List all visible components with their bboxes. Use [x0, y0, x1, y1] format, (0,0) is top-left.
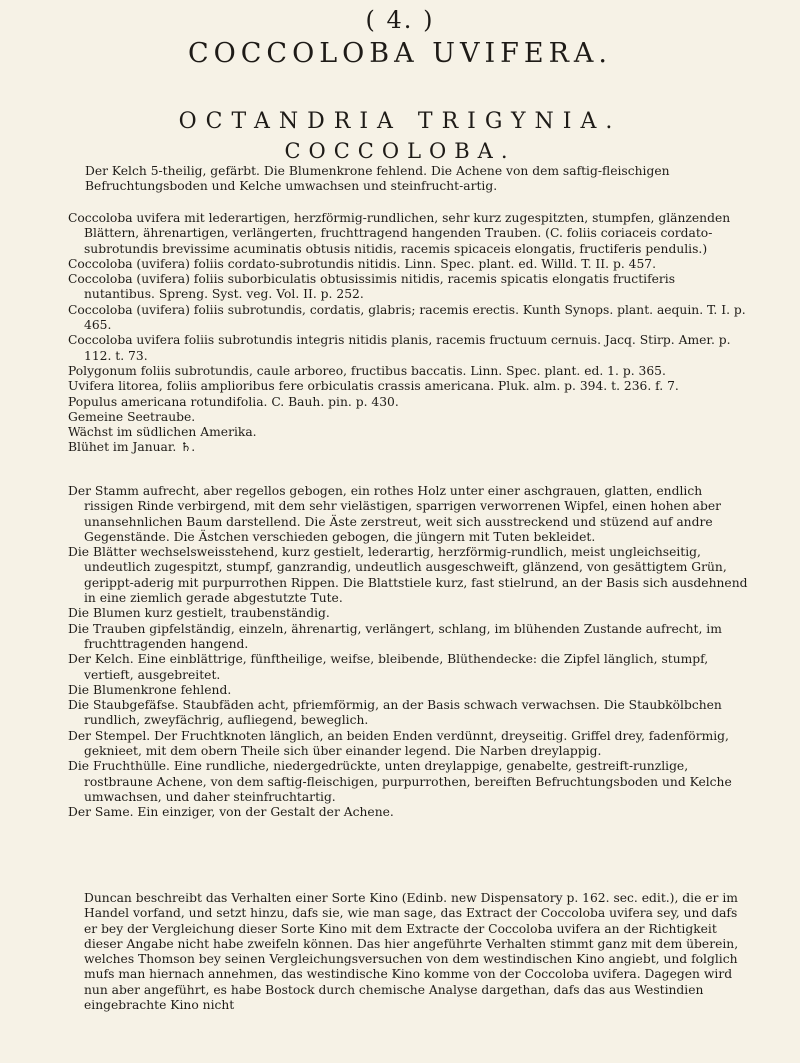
synonym-entry: Populus americana rotundifolia. C. Bauh. pin. p. 430. — [68, 394, 399, 409]
description-paragraph: Die Blätter wechselsweisstehend, kurz gestielt, lederartig, herzförmig-rundlich, meist ungleichseitig, undeutlich zugespitzt, stumpf, ganzrandig, undeutlich ausgeschweift, glänzend, von gesättigtem Grün, gerippt-aderig mit purpurrothen Rippen. Die Blattstiele kurz, fast stielrund, an der Basis sich ausdehnend in eine ziemlich gerade abgestutzte Tute. — [68, 545, 748, 606]
synonym-entry: Coccoloba uvifera mit lederartigen, herzförmig-rundlichen, sehr kurz zugespitzten, stumpfen, glänzenden Blättern, ährenartigen, verlängerten, fruchttragend hangenden Trauben. (C. foliis coriaceis cordato-subrotundis brevissime acuminatis obtusis nitidis, racemis spicaceis elongatis, fructiferis pendulis.) — [68, 211, 731, 256]
synonym-entry: Coccoloba (uvifera) foliis suborbiculatis obtusissimis nitidis, racemis spicatis elongatis fructiferis nutantibus. Spreng. Syst. veg. Vol. II. p. 252. — [68, 272, 676, 302]
description-paragraph: Der Kelch. Eine einblättrige, fünftheilige, weifse, bleibende, Blüthendecke: die Zipfel länglich, stumpf, vertieft, ausgebreitet. — [68, 652, 709, 682]
genus-heading: COCCOLOBA. — [284, 139, 516, 163]
kino-note-paragraph: Duncan beschreibt das Verhalten einer Sorte Kino (Edinb. new Dispensatory p. 162. sec. edit.), die er im Handel vorfand, und setzt hinzu, dafs sie, wie man sage, das Extract der Coccoloba uvifera sey, und dafs er bey der Vergleichung dieser Sorte Kino mit dem Extracte der Coccoloba uvifera an der Richtigkeit dieser Angabe nicht habe zweifeln können. Das hier angeführte Verhalten stimmt ganz mit dem überein, welches Thomson bey seinen Vergleichungsversuchen von dem westindischen Kino angiebt, und folglich mufs man hiernach annehmen, das westindische Kino komme von der Coccoloba uvifera. Dagegen wird nun aber angeführt, es habe Bostock durch chemische Analyse dargethan, dafs das aus Westindien eingebrachte Kino nicht — [84, 891, 739, 1013]
synonym-entry: Coccoloba uvifera foliis subrotundis integris nitidis planis, racemis fructuum cernuis. Jacq. Stirp. Amer. p. 112. t. 73. — [68, 333, 731, 363]
description-paragraph: Der Stamm aufrecht, aber regellos gebogen, ein rothes Holz unter einer aschgrauen, glatten, endlich rissigen Rinde verbirgend, mit dem sehr vielästigen, sparrigen verworrenen Wipfel, einen hohen aber unansehnlichen Baum darstellend. Die Äste zerstreut, weit sich ausstreckend und stüzend auf andre Gegenstände. Die Ästchen verschieden gebogen, die jüngern mit Tuten bekleidet. — [68, 484, 722, 544]
description-paragraph: Die Trauben gipfelständig, einzeln, ährenartig, verlängert, schlang, im blühenden Zustande aufrecht, im fruchttragenden hangend. — [68, 621, 722, 651]
description-paragraph: Der Stempel. Der Fruchtknoten länglich, an beiden Enden verdünnt, dreyseitig. Griffel drey, fadenförmig, geknieet, mit dem obern Theile sich über einander legend. Die Narben dreylappig. — [68, 728, 729, 759]
habitat: Wächst im südlichen Amerika. — [68, 425, 257, 440]
common-name: Gemeine Seetraube. — [68, 409, 196, 424]
genus-description: Der Kelch 5-theilig, gefärbt. Die Blumenkrone fehlend. Die Achene von dem saftig-fleischigen Befruchtungsboden und Kelche umwachsen und steinfrucht-artig. — [85, 164, 670, 194]
page-number: ( 4. ) — [365, 6, 435, 34]
linnaean-class: OCTANDRIA TRIGYNIA. — [178, 109, 622, 134]
synonym-entry: Coccoloba (uvifera) foliis cordato-subrotundis nitidis. Linn. Spec. plant. ed. Willd. T. II. p. 457. — [68, 256, 657, 271]
synonym-entry: Polygonum foliis subrotundis, caule arboreo, fructibus baccatis. Linn. Spec. plant. ed. 1. p. 365. — [68, 363, 666, 378]
synonym-entry: Uvifera litorea, foliis amplioribus fere orbiculatis crassis americana. Pluk. alm. p. 394. t. 236. f. 7. — [68, 379, 679, 394]
description-paragraph: Die Fruchthülle. Eine rundliche, niedergedrückte, unten dreylappige, genabelte, gestreift-runzlige, rostbraune Achene, von dem saftig-fleischigen, purpurrothen, bereiften Befruchtungsboden und Kelche umwachsen, und daher steinfruchtartig. — [68, 759, 732, 804]
description-paragraph: Der Same. Ein einziger, von der Gestalt der Achene. — [68, 805, 394, 820]
flowering-time: Blühet im Januar. ♄. — [68, 440, 196, 455]
description-paragraph: Die Blumen kurz gestielt, traubenständig. — [68, 606, 330, 621]
description-section — [68, 484, 748, 821]
description-paragraph: Die Blumenkrone fehlend. — [68, 682, 232, 697]
synonym-list — [68, 211, 748, 456]
synonym-entry: Coccoloba (uvifera) foliis subrotundis, cordatis, glabris; racemis erectis. Kunth Synops. plant. aequin. T. I. p. 465. — [68, 302, 746, 333]
page-title: COCCOLOBA UVIFERA. — [187, 38, 612, 69]
description-paragraph: Die Staubgefäfse. Staubfäden acht, pfriemförmig, an der Basis schwach verwachsen. Die Staubkölbchen rundlich, zweyfächrig, aufliegend, beweglich. — [68, 698, 722, 728]
